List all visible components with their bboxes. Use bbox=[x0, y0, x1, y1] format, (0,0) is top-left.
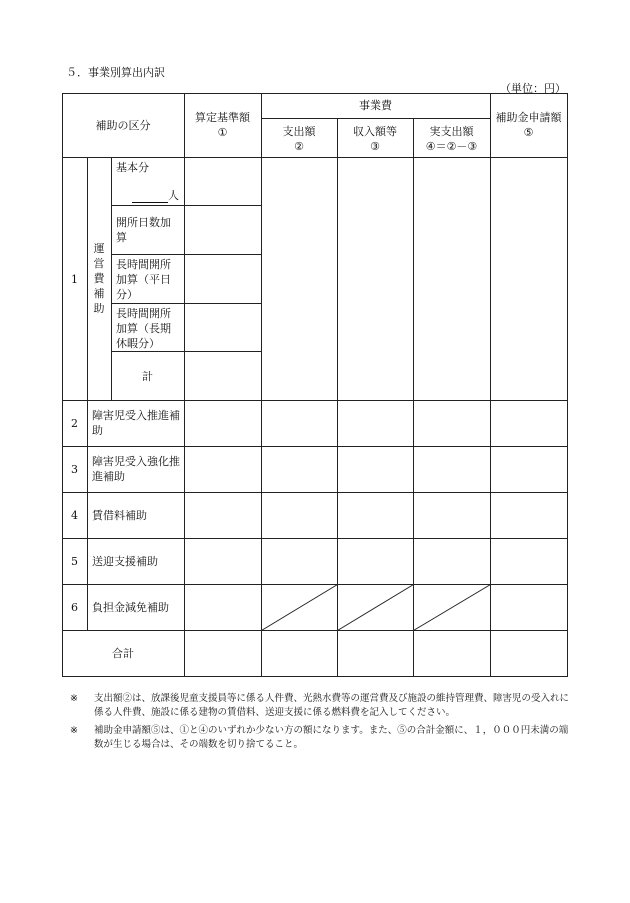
notes bbox=[64, 692, 574, 756]
note-mark: ※ bbox=[70, 725, 78, 736]
header-income: 収入額等 bbox=[353, 125, 397, 138]
unit-note: （単位：円） bbox=[500, 82, 566, 95]
note-text: 支出額②は、放課後児童支援員等に係る人件費、光熱水費等の運営費及び施設の維持管理費、障害児の受入れに係る人件費、施設に係る建物の賃借料、送迎支援に係る燃料費を記入してください。 bbox=[94, 693, 570, 718]
operating-label-char: 運 bbox=[93, 242, 105, 255]
note-item bbox=[64, 692, 574, 720]
operating-label-char: 営 bbox=[93, 257, 105, 270]
header-standard-num: ① bbox=[217, 126, 228, 139]
diagonal-strike bbox=[414, 585, 491, 631]
sub-item-opening-days: 開所日数加算 bbox=[116, 216, 171, 244]
row-number: 5 bbox=[71, 555, 78, 568]
row-number: 1 bbox=[71, 273, 78, 286]
basic-count-unit: 人 bbox=[168, 189, 179, 202]
diagonal-strike bbox=[338, 585, 414, 631]
row-number: 4 bbox=[71, 509, 78, 522]
note-text: 補助金申請額⑤は、①と④のいずれか少ない方の額になります。また、⑤の合計金額に、１，０００円未満の端数が生じる場合は、その端数を切り捨てること。 bbox=[94, 725, 569, 750]
header-expenditure-num: ② bbox=[294, 140, 304, 153]
sub-item-subtotal: 計 bbox=[142, 370, 153, 383]
diagonal-strike bbox=[262, 585, 338, 631]
header-actual: 実支出額 bbox=[429, 125, 474, 138]
header-project-cost: 事業費 bbox=[359, 99, 392, 112]
row-label: 障害児受入推進補助 bbox=[92, 409, 180, 437]
note-mark: ※ bbox=[70, 693, 78, 704]
header-category: 補助の区分 bbox=[95, 119, 151, 132]
sub-item-long-hours-vacation: 長時間開所加算（長期休暇分） bbox=[116, 307, 171, 350]
header-subsidy: 補助金申請額 bbox=[495, 111, 562, 124]
sub-item-basic: 基本分 bbox=[116, 161, 149, 174]
header-income-num: ③ bbox=[370, 140, 380, 153]
sub-item-long-hours-weekday: 長時間開所加算（平日分） bbox=[116, 258, 171, 301]
total-label: 合計 bbox=[112, 647, 134, 660]
header-subsidy-num: ⑤ bbox=[523, 126, 534, 139]
header-expenditure: 支出額 bbox=[282, 125, 316, 138]
header-standard-amount: 算定基準額 bbox=[195, 111, 250, 124]
operating-label-char: 費 bbox=[93, 272, 105, 285]
row-label: 障害児受入強化推進補助 bbox=[92, 455, 180, 483]
operating-label-char: 補 bbox=[93, 287, 105, 300]
row-label: 負担金減免補助 bbox=[92, 601, 169, 614]
row-number: 2 bbox=[71, 417, 78, 430]
table-border bbox=[63, 94, 568, 677]
row-number: 3 bbox=[71, 463, 78, 476]
operating-label-char: 助 bbox=[93, 302, 105, 315]
section-title: ５．事業別算出内訳 bbox=[66, 66, 165, 79]
note-item bbox=[64, 724, 574, 752]
basic-count-blank bbox=[132, 188, 182, 203]
row-label: 賃借料補助 bbox=[92, 509, 147, 522]
row-label: 送迎支援補助 bbox=[92, 555, 158, 568]
row-number: 6 bbox=[71, 601, 78, 614]
header-actual-num: ④＝②－③ bbox=[425, 140, 478, 153]
